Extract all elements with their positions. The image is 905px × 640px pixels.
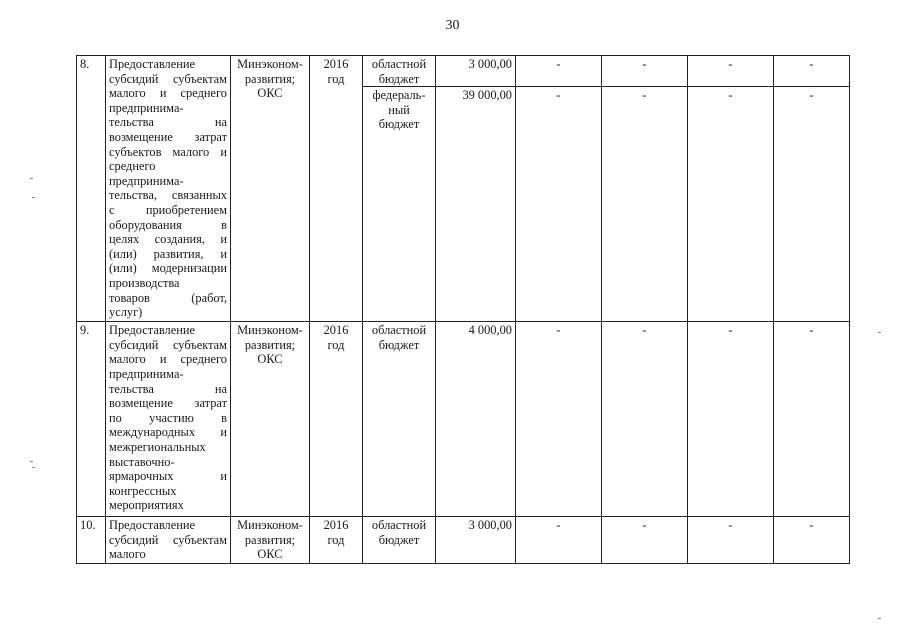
measure-name-line: международных и: [109, 425, 227, 440]
table-row: [77, 517, 850, 564]
measure-name-line: ярмарочных и: [109, 469, 227, 484]
executor-line: ОКС: [257, 352, 283, 367]
scan-mark: [30, 461, 33, 462]
measure-name-line: тельства на: [109, 115, 227, 130]
funding-source-line: областной: [371, 323, 427, 338]
row-number: 8.: [77, 56, 106, 322]
measure-name-line: субсидий субъектам: [109, 532, 227, 547]
funding-source: [363, 87, 436, 322]
funding-source-line: бюджет: [378, 71, 420, 86]
measure-name-line: субъектов малого и: [109, 144, 227, 159]
measure-name-line: Предоставление: [109, 518, 195, 533]
executor-line: ОКС: [257, 86, 283, 101]
measure-name-line: (или) развития, и: [109, 246, 227, 261]
year-line: 2016: [323, 518, 349, 533]
year-amount-cell: -: [516, 56, 602, 87]
year-line: год: [327, 71, 345, 86]
measure-name: [106, 322, 231, 517]
year-amount-cell: -: [516, 87, 602, 322]
measure-name-line: Предоставление: [109, 323, 195, 338]
measure-name-line: услуг): [109, 305, 143, 320]
year: [310, 322, 363, 517]
executor-line: развития;: [244, 337, 296, 352]
executor: [231, 56, 310, 322]
executor: [231, 517, 310, 564]
row-number: 9.: [77, 322, 106, 517]
executor-line: Минэконом-: [237, 323, 303, 338]
measure-name-line: тельства на: [109, 381, 227, 396]
year-amount-cell: -: [774, 87, 850, 322]
measure-name-line: субсидий субъектам: [109, 337, 227, 352]
page-number: 30: [445, 18, 460, 33]
funding-source-line: ный: [388, 102, 410, 117]
executor-line: развития;: [244, 71, 296, 86]
executor-line: развития;: [244, 532, 296, 547]
measure-name-line: по участию в: [109, 410, 227, 425]
measure-name-line: Предоставление: [109, 57, 195, 71]
table-row: [77, 322, 850, 517]
year-amount-cell: -: [516, 517, 602, 564]
measure-name-line: тельства, связанных: [109, 188, 227, 203]
scan-mark: [878, 332, 881, 333]
measure-name-line: оборудования в: [109, 217, 227, 232]
funding-source: [363, 322, 436, 517]
funding-table: [76, 55, 850, 564]
measure-name: [106, 517, 231, 564]
executor: [231, 322, 310, 517]
funding-source-line: бюджет: [378, 117, 420, 132]
scan-mark: [32, 197, 35, 198]
year-amount-cell: -: [688, 87, 774, 322]
measure-name-line: предпринима-: [109, 366, 184, 381]
year-amount-cell: -: [602, 56, 688, 87]
measure-name-line: (или) модернизации: [109, 261, 227, 276]
scan-mark: [32, 467, 35, 468]
measure-name-line: с приобретением: [109, 202, 227, 217]
row-number: 10.: [77, 517, 106, 564]
scan-mark: [878, 618, 881, 619]
year-amount-cell: -: [516, 322, 602, 517]
measure-name-line: среднего: [109, 159, 156, 174]
year-amount-cell: -: [602, 517, 688, 564]
year-line: год: [327, 337, 345, 352]
measure-name-line: возмещение затрат: [109, 129, 227, 144]
funding-amount: 39 000,00: [436, 87, 516, 322]
executor-line: Минэконом-: [237, 57, 303, 71]
measure-name-line: товаров (работ,: [109, 290, 227, 305]
year-line: год: [327, 532, 345, 547]
measure-name-line: малого: [109, 547, 146, 562]
measure-name-line: межрегиональных: [109, 439, 206, 454]
year-line: 2016: [323, 323, 349, 338]
measure-name: [106, 56, 231, 322]
funding-source-line: федераль-: [372, 88, 426, 103]
measure-name-line: предпринима-: [109, 173, 184, 188]
funding-amount: 4 000,00: [436, 322, 516, 517]
measure-name-line: производства: [109, 275, 180, 290]
year-amount-cell: -: [774, 517, 850, 564]
executor-line: ОКС: [257, 547, 283, 562]
measure-name-line: конгрессных: [109, 483, 177, 498]
scan-mark: [30, 178, 33, 179]
funding-amount: 3 000,00: [436, 56, 516, 87]
year-amount-cell: -: [774, 322, 850, 517]
measure-name-line: малого и среднего: [109, 86, 227, 101]
measure-name-line: выставочно-: [109, 454, 175, 469]
funding-source-line: областной: [371, 57, 427, 71]
year-amount-cell: -: [688, 56, 774, 87]
measure-name-line: возмещение затрат: [109, 396, 227, 411]
table-row: [77, 56, 850, 87]
measure-name-line: мероприятиях: [109, 498, 184, 513]
year-amount-cell: -: [602, 87, 688, 322]
measure-name-line: целях создания, и: [109, 232, 227, 247]
year-line: 2016: [323, 57, 349, 71]
measure-name-line: предпринима-: [109, 100, 184, 115]
funding-source: [363, 56, 436, 87]
year-amount-cell: -: [602, 322, 688, 517]
year-amount-cell: -: [774, 56, 850, 87]
funding-source-line: бюджет: [378, 337, 420, 352]
measure-name-line: малого и среднего: [109, 352, 227, 367]
measure-name-line: субсидий субъектам: [109, 71, 227, 86]
year: [310, 517, 363, 564]
funding-source-line: бюджет: [378, 532, 420, 547]
funding-source: [363, 517, 436, 564]
year-amount-cell: -: [688, 517, 774, 564]
funding-amount: 3 000,00: [436, 517, 516, 564]
funding-source-line: областной: [371, 518, 427, 533]
executor-line: Минэконом-: [237, 518, 303, 533]
year-amount-cell: -: [688, 322, 774, 517]
year: [310, 56, 363, 322]
